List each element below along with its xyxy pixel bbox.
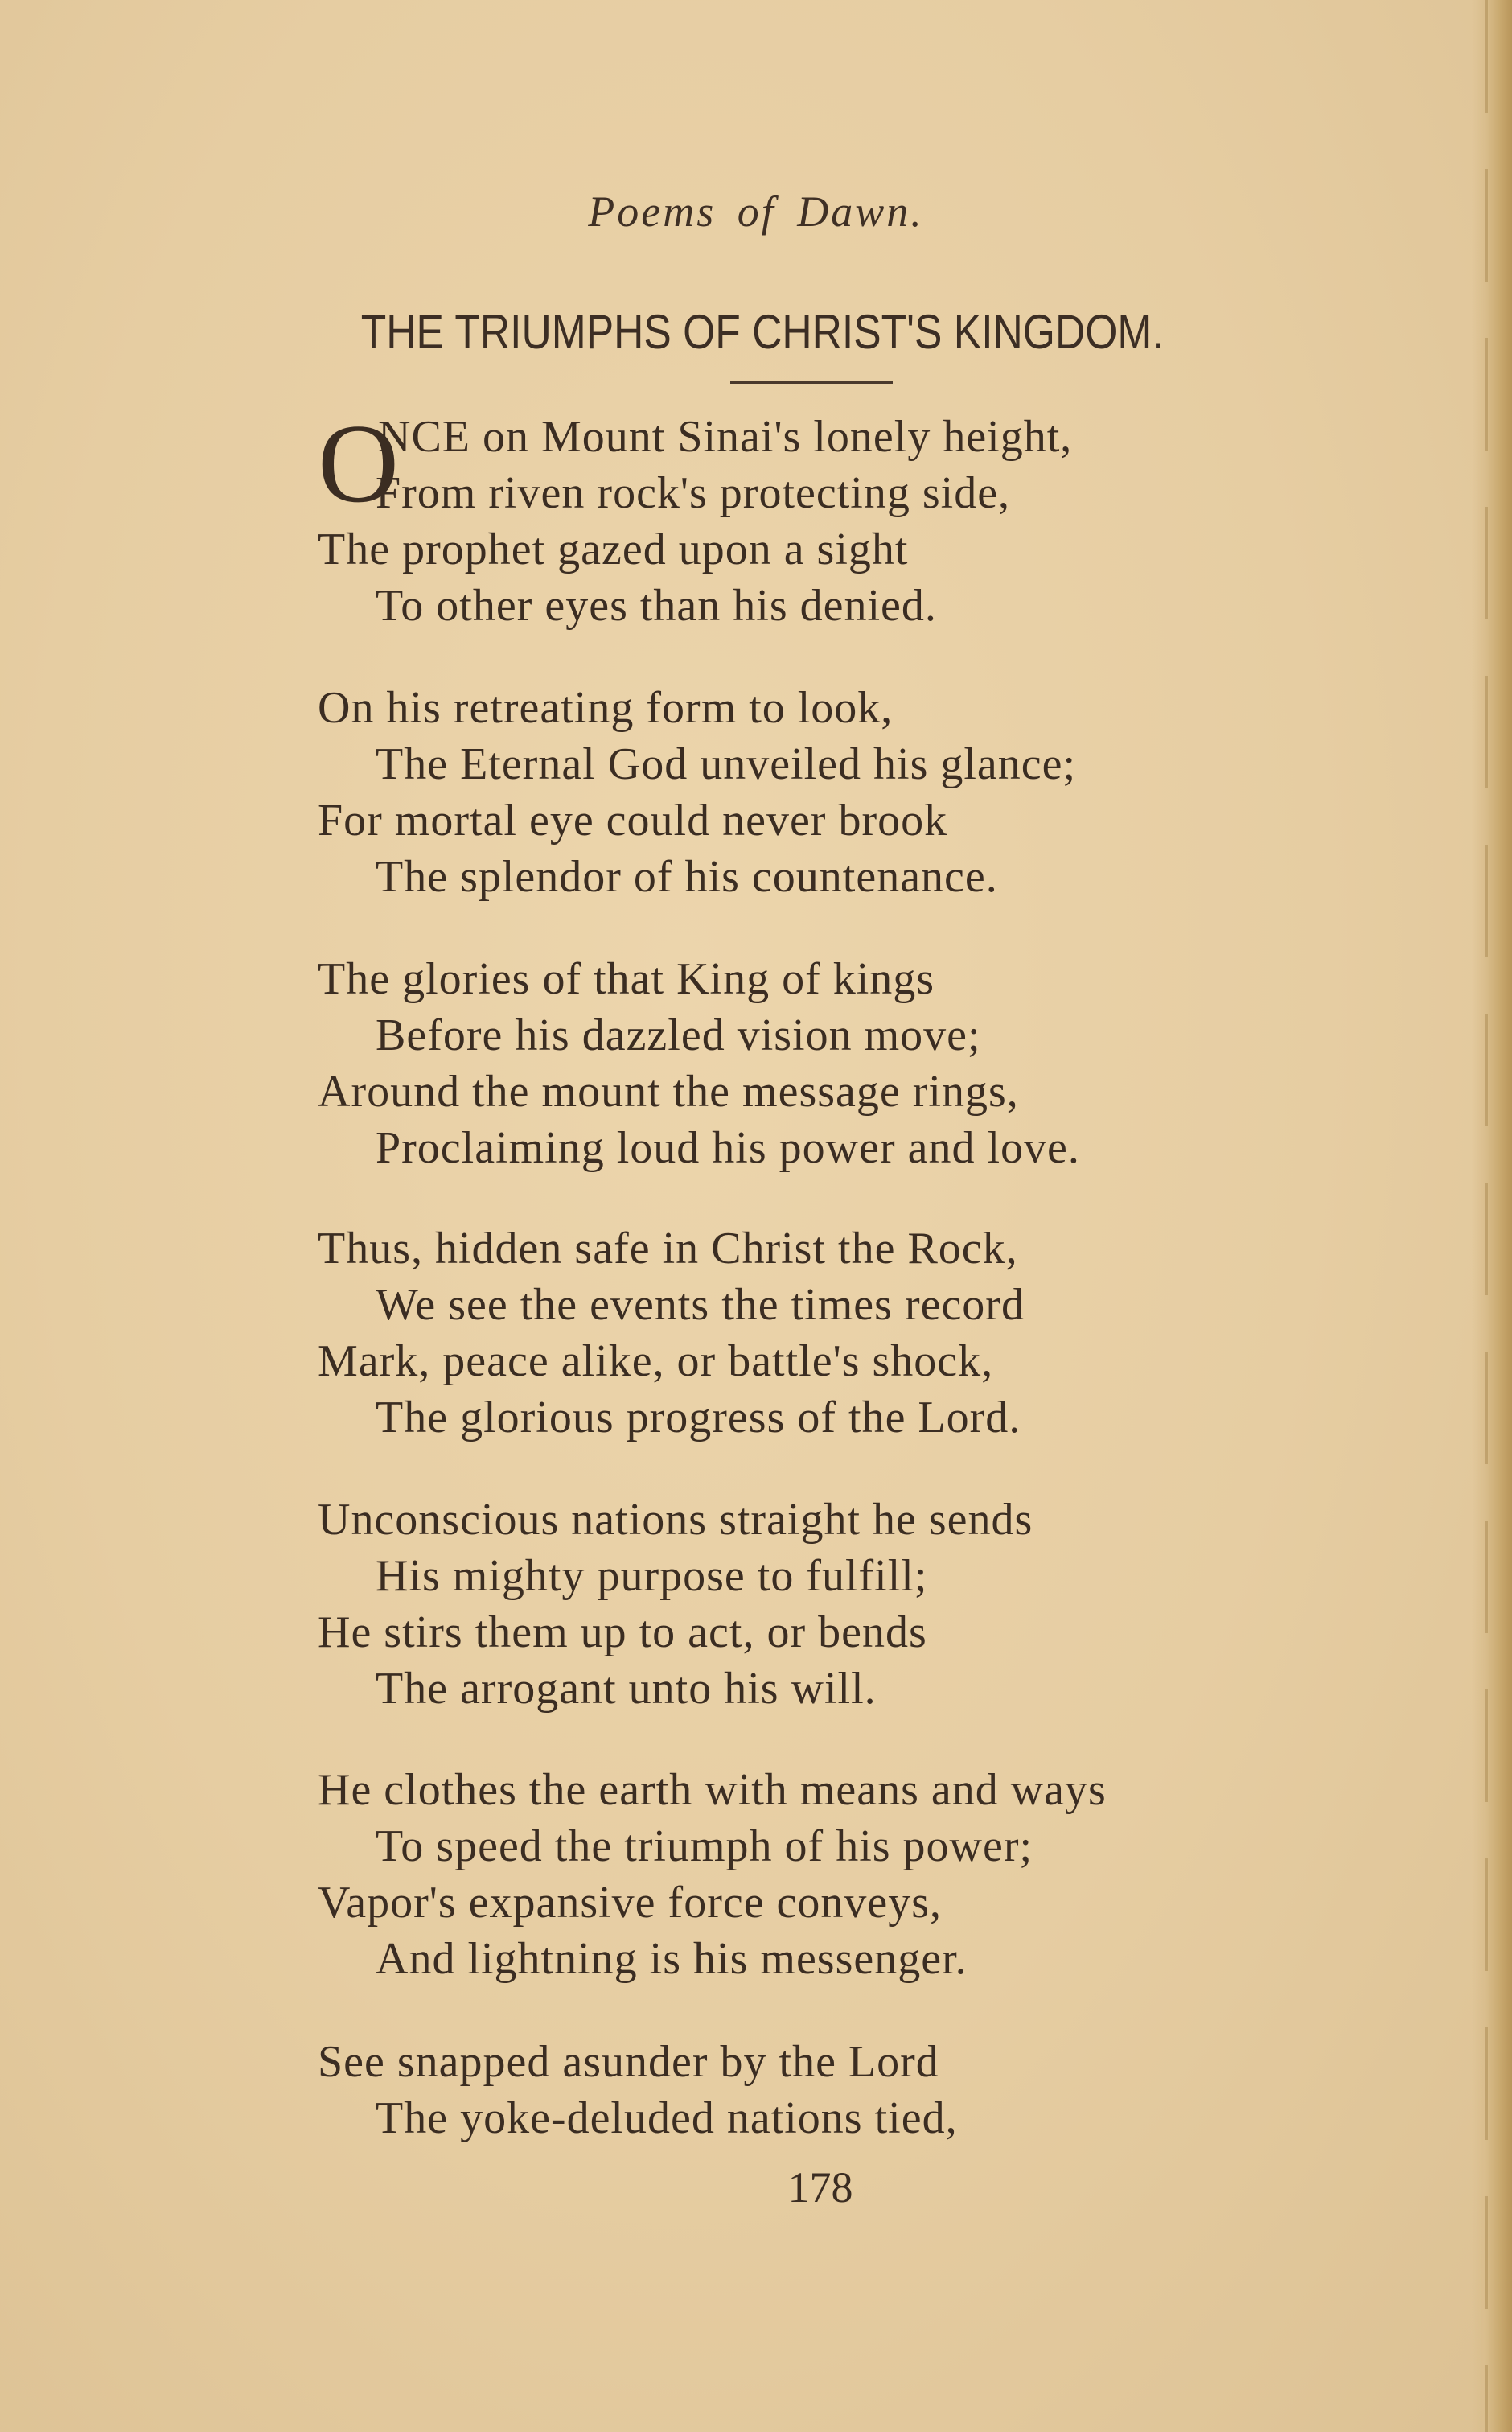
poem-line: We see the events the times record [376,1280,1025,1330]
drop-cap: O [318,401,400,526]
stanza-6 [318,1762,1444,1987]
poem-title: THE TRIUMPHS OF CHRIST'S KINGDOM. [360,305,1164,359]
poem-line: The splendor of his countenance. [376,852,998,902]
poem-line: The glories of that King of kings [318,954,935,1004]
poem-line: Before his dazzled vision move; [376,1010,981,1060]
poem-line: From riven rock's protecting side, [376,468,1011,518]
poem-line: Unconscious nations straight he sends [318,1495,1033,1545]
title-rule [730,381,893,384]
poem-line: The glorious progress of the Lord. [376,1393,1021,1442]
poem-line: The yoke-deluded nations tied, [376,2093,958,2143]
page-edge [1472,0,1512,2432]
poem-line: The arrogant unto his will. [376,1664,877,1714]
stanza-1 [318,401,1444,634]
poem-line: On his retreating form to look, [318,683,894,733]
stanza-2 [318,680,1444,905]
poem-line: His mighty purpose to fulfill; [376,1551,928,1601]
stanza-4 [318,1220,1444,1446]
poem-line: To other eyes than his denied. [376,581,937,631]
poem-line: Vapor's expansive force conveys, [318,1878,943,1928]
poem-line: To speed the triumph of his power; [376,1821,1033,1871]
poem-line: The prophet gazed upon a sight [318,525,909,574]
poem-line: Around the mount the message rings, [318,1067,1019,1117]
running-head: Poems of Dawn. [588,187,924,236]
first-line-text: NCE on Mount Sinai's lonely height, [378,412,1073,462]
poem-line: Proclaiming loud his power and love. [376,1123,1080,1173]
stanza-7 [318,2034,1444,2146]
stanza-3 [318,951,1444,1176]
poem-line: He clothes the earth with means and ways [318,1765,1107,1815]
poem-line: For mortal eye could never brook [318,796,948,846]
page-number: 178 [787,2163,853,2212]
poem-line: Mark, peace alike, or battle's shock, [318,1336,994,1386]
poem-line: See snapped asunder by the Lord [318,2037,939,2087]
page-edge-shadow [1485,0,1488,2432]
poem-line: He stirs them up to act, or bends [318,1607,927,1657]
poem-line: And lightning is his messenger. [376,1934,968,1984]
poem-line: The Eternal God unveiled his glance; [376,739,1077,789]
poem-line: Thus, hidden safe in Christ the Rock, [318,1224,1018,1274]
stanza-5 [318,1492,1444,1717]
